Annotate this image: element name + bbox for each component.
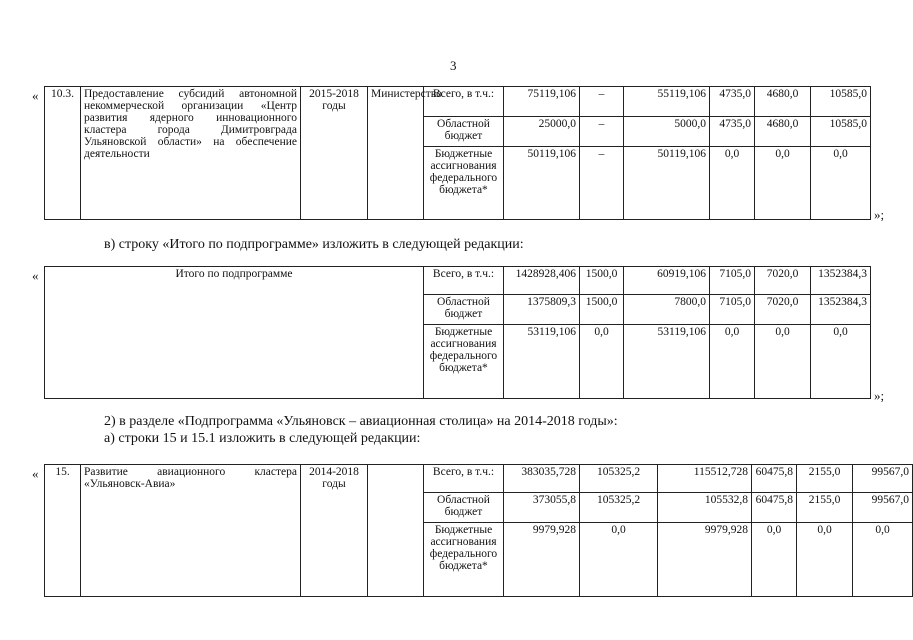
value-cell: 60919,106 (624, 267, 710, 295)
value-cell: 105325,2 (580, 493, 658, 523)
open-quote: « (32, 88, 39, 103)
row-period: 2015-2018 годы (301, 87, 368, 220)
value-cell: – (580, 117, 624, 147)
value-cell: 1352384,3 (811, 295, 871, 325)
value-cell: – (580, 87, 624, 117)
value-cell: 1428928,406 (504, 267, 580, 295)
value-cell: 5000,0 (624, 117, 710, 147)
value-cell: 1500,0 (580, 267, 624, 295)
value-cell: 7105,0 (710, 267, 755, 295)
value-cell: – (580, 147, 624, 220)
value-cell: 2155,0 (797, 493, 853, 523)
source-cell: Бюджетные ассигнования федерального бюджета* (424, 325, 504, 399)
row-number: 10.3. (45, 87, 81, 220)
table-row-total (44, 266, 871, 399)
table-row-10-3 (44, 86, 871, 220)
value-cell: 10585,0 (811, 117, 871, 147)
instruction-paragraph: а) строки 15 и 15.1 изложить в следующей редакции: (104, 431, 421, 446)
value-cell: 50119,106 (504, 147, 580, 220)
source-cell: Бюджетные ассигнования федерального бюджета* (424, 147, 504, 220)
value-cell: 1500,0 (580, 295, 624, 325)
open-quote: « (32, 268, 39, 283)
open-quote: « (32, 466, 39, 481)
value-cell: 60475,8 (752, 493, 797, 523)
close-tail: »; (874, 207, 885, 222)
table-row-15 (44, 464, 913, 597)
value-cell: 0,0 (580, 325, 624, 399)
row-name: Предоставление субсидий автономной некоммерческой организации «Центр развития ядерного инновационного кластера города Димитровграда Ульяновской области» на обеспечение деятельности (81, 87, 301, 220)
value-cell: 383035,728 (504, 465, 580, 493)
value-cell: 60475,8 (752, 465, 797, 493)
value-cell: 0,0 (755, 325, 811, 399)
value-cell: 0,0 (710, 325, 755, 399)
source-cell: Всего, в т.ч.: (424, 267, 504, 295)
source-cell: Областной бюджет (424, 493, 504, 523)
source-cell: Всего, в т.ч.: (424, 87, 504, 117)
row-number: 15. (45, 465, 81, 597)
value-cell: 10585,0 (811, 87, 871, 117)
value-cell: 55119,106 (624, 87, 710, 117)
value-cell: 4680,0 (755, 87, 811, 117)
value-cell: 2155,0 (797, 465, 853, 493)
value-cell: 1352384,3 (811, 267, 871, 295)
value-cell: 105532,8 (658, 493, 752, 523)
value-cell: 75119,106 (504, 87, 580, 117)
value-cell: 7020,0 (755, 267, 811, 295)
source-cell: Всего, в т.ч.: (424, 465, 504, 493)
value-cell: 0,0 (797, 523, 853, 597)
section-paragraph: 2) в разделе «Подпрограмма «Ульяновск – авиационная столица» на 2014-2018 годы»: (104, 414, 618, 429)
value-cell: 4680,0 (755, 117, 811, 147)
row-executor (368, 465, 424, 597)
value-cell: 4735,0 (710, 87, 755, 117)
row-executor: Министерство (368, 87, 424, 220)
value-cell: 99567,0 (853, 465, 913, 493)
source-cell: Областной бюджет (424, 117, 504, 147)
row-name: Итого по подпрограмме (45, 267, 424, 399)
value-cell: 373055,8 (504, 493, 580, 523)
value-cell: 7800,0 (624, 295, 710, 325)
value-cell: 9979,928 (504, 523, 580, 597)
value-cell: 99567,0 (853, 493, 913, 523)
value-cell: 105325,2 (580, 465, 658, 493)
value-cell: 53119,106 (504, 325, 580, 399)
close-tail: »; (874, 388, 885, 403)
value-cell: 7105,0 (710, 295, 755, 325)
value-cell: 53119,106 (624, 325, 710, 399)
value-cell: 50119,106 (624, 147, 710, 220)
row-name: Развитие авиационного кластера «Ульяновск-Авиа» (81, 465, 301, 597)
value-cell: 0,0 (755, 147, 811, 220)
value-cell: 0,0 (853, 523, 913, 597)
instruction-paragraph: в) строку «Итого по подпрограмме» изложить в следующей редакции: (104, 237, 524, 252)
source-cell: Областной бюджет (424, 295, 504, 325)
value-cell: 1375809,3 (504, 295, 580, 325)
source-cell: Бюджетные ассигнования федерального бюджета* (424, 523, 504, 597)
value-cell: 115512,728 (658, 465, 752, 493)
value-cell: 0,0 (580, 523, 658, 597)
value-cell: 4735,0 (710, 117, 755, 147)
value-cell: 9979,928 (658, 523, 752, 597)
row-period: 2014-2018 годы (301, 465, 368, 597)
value-cell: 7020,0 (755, 295, 811, 325)
page-number: 3 (450, 58, 457, 73)
value-cell: 0,0 (811, 147, 871, 220)
value-cell: 0,0 (752, 523, 797, 597)
value-cell: 25000,0 (504, 117, 580, 147)
value-cell: 0,0 (710, 147, 755, 220)
value-cell: 0,0 (811, 325, 871, 399)
